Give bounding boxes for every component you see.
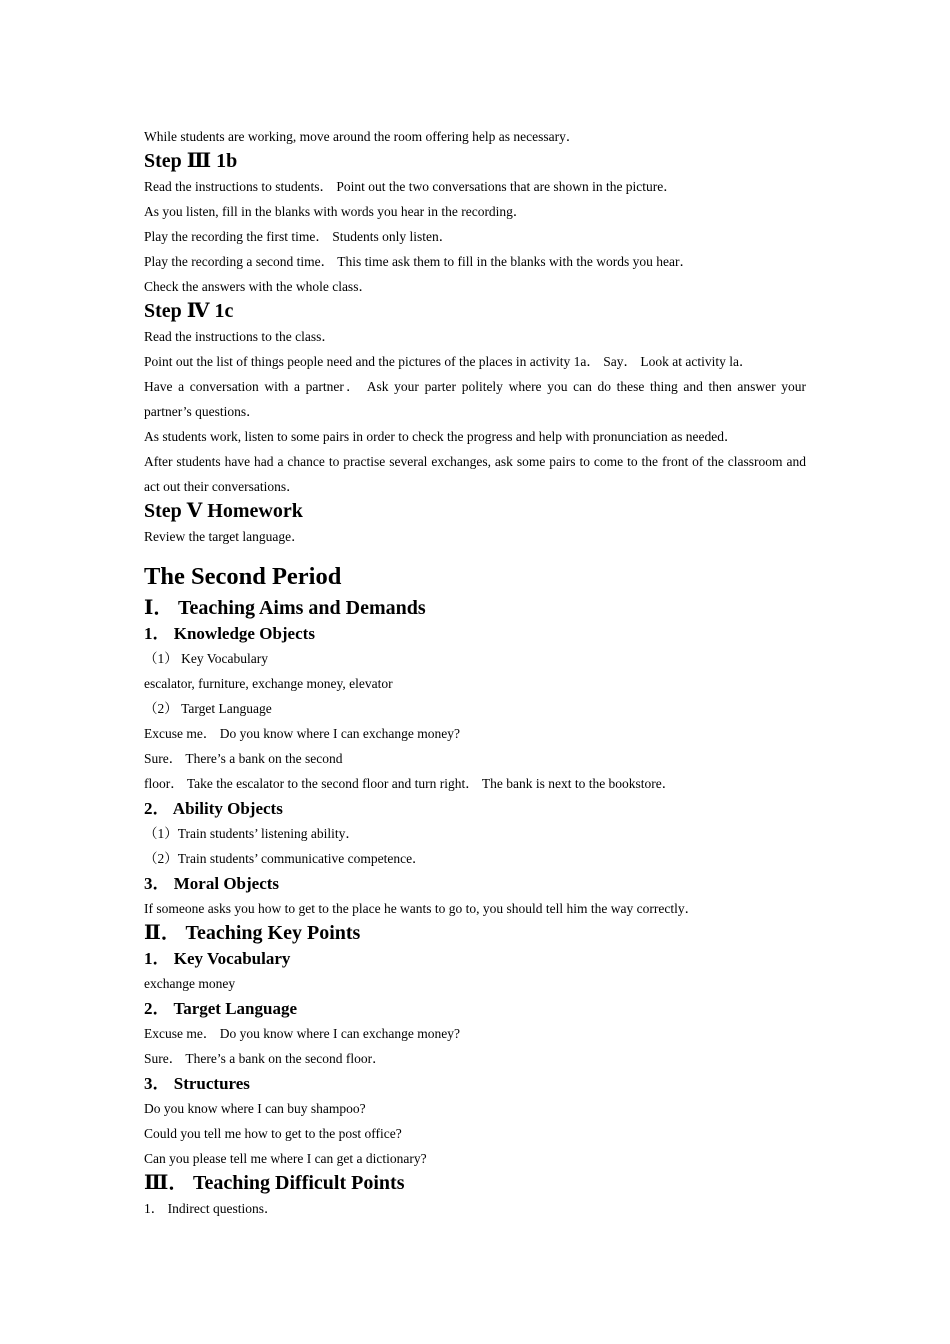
knowledge-line-6: floor． Take the escalator to the second floor and turn right． The bank is next to the bookstore． <box>144 776 676 791</box>
step3-line-4: Play the recording a second time． This time ask them to fill in the blanks with the words you hear． <box>144 254 694 269</box>
period-title: The Second Period <box>144 563 342 590</box>
moral-objects-heading: 3． Moral Objects <box>144 874 280 893</box>
structures-line-1: Do you know where I can buy shampoo? <box>144 1101 366 1116</box>
knowledge-objects-heading: 1． Knowledge Objects <box>144 624 315 643</box>
knowledge-line-3: （2） Target Language <box>144 701 272 716</box>
step3-line-2: As you listen, fill in the blanks with words you hear in the recording． <box>144 204 527 219</box>
step4-line-1: Read the instructions to the class． <box>144 329 335 344</box>
section2-heading: Ⅱ． Teaching Key Points <box>144 922 361 944</box>
knowledge-line-1: （1） Key Vocabulary <box>144 651 268 666</box>
ability-line-2: （2）Train students’ communicative competence． <box>144 851 426 866</box>
section3-heading: Ⅲ． Teaching Difficult Points <box>144 1172 405 1194</box>
target-language-heading: 2． Target Language <box>144 999 298 1018</box>
structures-line-3: Can you please tell me where I can get a dictionary? <box>144 1151 427 1166</box>
step5-heading: Step Ⅴ Homework <box>144 500 303 522</box>
step3-line-3: Play the recording the first time． Students only listen． <box>144 229 453 244</box>
ability-line-1: （1）Train students’ listening ability． <box>144 826 359 841</box>
knowledge-line-4: Excuse me． Do you know where I can exchange money? <box>144 726 461 741</box>
structures-line-2: Could you tell me how to get to the post office? <box>144 1126 402 1141</box>
target-line-2: Sure． There’s a bank on the second floor． <box>144 1051 386 1066</box>
structures-heading: 3． Structures <box>144 1074 250 1093</box>
intro-paragraph: While students are working, move around the room offering help as necessary． <box>144 129 580 144</box>
step4-line-4: As students work, listen to some pairs in order to check the progress and help with pronunciation as needed． <box>144 429 738 444</box>
step3-heading: Step Ⅲ 1b <box>144 150 238 172</box>
step4-line-3: Have a conversation with a partner． Ask your parter politely where you can do these thing and then answer your partner’s questions． <box>144 379 806 419</box>
section1-heading: Ⅰ． Teaching Aims and Demands <box>144 597 426 619</box>
step4-heading: Step Ⅳ 1c <box>144 300 234 322</box>
document-body <box>144 124 806 1221</box>
step4-line-5: After students have had a chance to practise several exchanges, ask some pairs to come to the front of the classroom and act out their conversations． <box>144 454 806 494</box>
target-line-1: Excuse me． Do you know where I can exchange money? <box>144 1026 461 1041</box>
difficult-line-1: 1． Indirect questions． <box>144 1201 278 1216</box>
vocab-line-1: exchange money <box>144 976 236 991</box>
moral-line-1: If someone asks you how to get to the place he wants to go to, you should tell him the way correctly． <box>144 901 699 916</box>
ability-objects-heading: 2． Ability Objects <box>144 799 283 818</box>
step4-line-2: Point out the list of things people need and the pictures of the places in activity 1a． Say． Look at activity la． <box>144 354 753 369</box>
step5-line-1: Review the target language． <box>144 529 305 544</box>
knowledge-line-5: Sure． There’s a bank on the second <box>144 751 343 766</box>
step3-line-5: Check the answers with the whole class． <box>144 279 372 294</box>
key-vocabulary-heading: 1． Key Vocabulary <box>144 949 291 968</box>
step3-line-1: Read the instructions to students． Point out the two conversations that are shown in the picture． <box>144 179 677 194</box>
knowledge-line-2: escalator, furniture, exchange money, elevator <box>144 676 393 691</box>
